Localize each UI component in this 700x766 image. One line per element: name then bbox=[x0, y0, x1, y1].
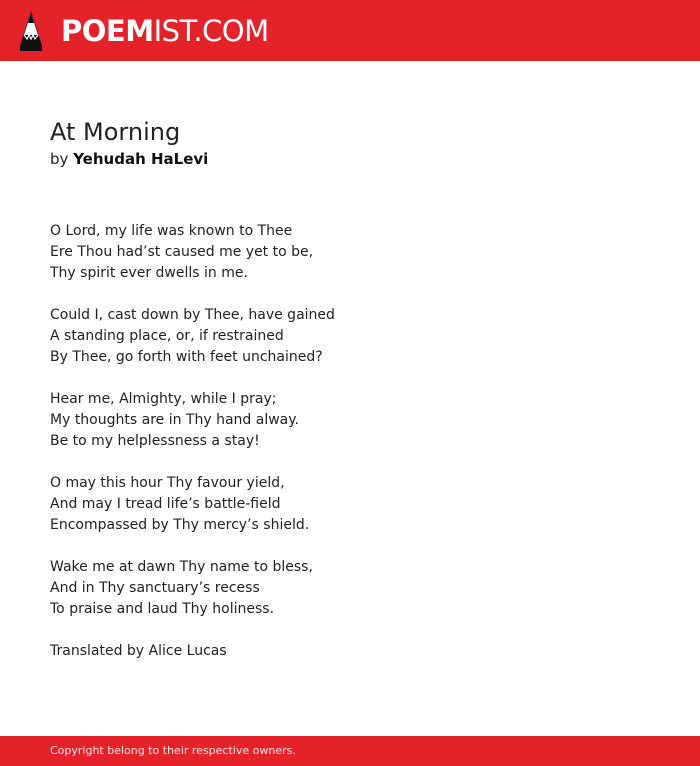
poem-line: Hear me, Almighty, while I pray; bbox=[50, 391, 277, 407]
poem-title: At Morning bbox=[50, 118, 181, 146]
poem-line: By Thee, go forth with feet unchained? bbox=[50, 349, 323, 365]
poem-author: Yehudah HaLevi bbox=[73, 150, 209, 168]
poem-body bbox=[50, 221, 650, 662]
poem-line: And in Thy sanctuary’s recess bbox=[50, 580, 260, 596]
copyright-notice: Copyright belong to their respective owners. bbox=[50, 744, 296, 757]
poem-byline bbox=[50, 149, 650, 169]
poem-line: Ere Thou had’st caused me yet to be, bbox=[50, 244, 314, 260]
translation-credit: Translated by Alice Lucas bbox=[50, 643, 227, 659]
poem-line: Encompassed by Thy mercy’s shield. bbox=[50, 517, 310, 533]
poem-line: To praise and laud Thy holiness. bbox=[50, 601, 275, 617]
stanza-3 bbox=[50, 389, 650, 452]
poem-line: Be to my helplessness a stay! bbox=[50, 433, 260, 449]
poem-line: Thy spirit ever dwells in me. bbox=[50, 265, 248, 281]
site-header bbox=[0, 0, 700, 61]
byline-prefix: by bbox=[50, 150, 69, 168]
poem-content bbox=[50, 116, 650, 662]
site-logo-text bbox=[61, 13, 269, 48]
poem-line: O Lord, my life was known to Thee bbox=[50, 223, 293, 239]
logo-bold-text: POEM bbox=[61, 13, 154, 48]
stanza-4 bbox=[50, 473, 650, 536]
poem-line: And may I tread life’s battle-field bbox=[50, 496, 281, 512]
poem-line: Wake me at dawn Thy name to bless, bbox=[50, 559, 313, 575]
stanza-5 bbox=[50, 557, 650, 620]
poem-line: O may this hour Thy favour yield, bbox=[50, 475, 285, 491]
logo-light-text: IST.COM bbox=[153, 13, 269, 48]
poem-line: Could I, cast down by Thee, have gained bbox=[50, 307, 335, 323]
site-logo-link[interactable] bbox=[18, 9, 269, 53]
poem-line: A standing place, or, if restrained bbox=[50, 328, 284, 344]
stanza-1 bbox=[50, 221, 650, 284]
pencil-tip-icon bbox=[18, 10, 44, 52]
site-footer bbox=[0, 736, 700, 766]
stanza-2 bbox=[50, 305, 650, 368]
poem-line: My thoughts are in Thy hand alway. bbox=[50, 412, 299, 428]
